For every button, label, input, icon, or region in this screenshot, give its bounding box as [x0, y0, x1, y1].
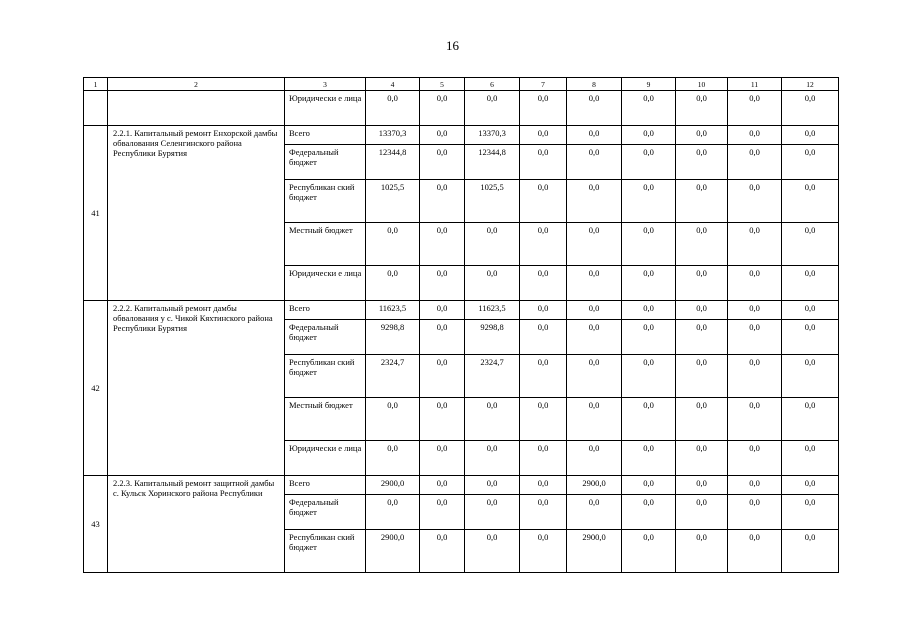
funding-source-cell: Федеральный бюджет	[285, 495, 366, 530]
amount-cell: 0,0	[782, 91, 839, 126]
page-number: 16	[446, 38, 459, 53]
amount-cell: 2324,7	[366, 355, 420, 398]
budget-table	[83, 77, 839, 573]
table-row	[84, 301, 839, 320]
amount-cell: 0,0	[782, 126, 839, 145]
amount-cell: 0,0	[520, 320, 567, 355]
amount-cell: 0,0	[420, 266, 465, 301]
amount-cell: 0,0	[676, 441, 728, 476]
amount-cell: 13370,3	[465, 126, 520, 145]
row-number-cell: 42	[84, 301, 108, 476]
amount-cell: 0,0	[676, 530, 728, 573]
amount-cell: 11623,5	[366, 301, 420, 320]
column-number-10: 10	[676, 78, 728, 91]
amount-cell: 0,0	[728, 126, 782, 145]
amount-cell: 2900,0	[366, 476, 420, 495]
column-number-4: 4	[366, 78, 420, 91]
amount-cell: 9298,8	[366, 320, 420, 355]
amount-cell: 0,0	[728, 223, 782, 266]
amount-cell: 0,0	[420, 476, 465, 495]
amount-cell: 0,0	[465, 441, 520, 476]
amount-cell: 0,0	[366, 266, 420, 301]
amount-cell: 0,0	[782, 441, 839, 476]
amount-cell: 0,0	[728, 320, 782, 355]
amount-cell: 0,0	[728, 91, 782, 126]
amount-cell: 0,0	[465, 398, 520, 441]
amount-cell: 0,0	[622, 145, 676, 180]
amount-cell: 13370,3	[366, 126, 420, 145]
amount-cell: 0,0	[622, 530, 676, 573]
amount-cell: 0,0	[420, 441, 465, 476]
amount-cell: 0,0	[520, 301, 567, 320]
amount-cell: 0,0	[676, 126, 728, 145]
amount-cell: 0,0	[676, 355, 728, 398]
amount-cell: 0,0	[420, 355, 465, 398]
amount-cell: 0,0	[728, 266, 782, 301]
amount-cell: 0,0	[567, 180, 622, 223]
amount-cell: 0,0	[520, 495, 567, 530]
amount-cell: 0,0	[420, 398, 465, 441]
amount-cell: 0,0	[782, 530, 839, 573]
amount-cell: 0,0	[520, 530, 567, 573]
funding-source-cell: Всего	[285, 126, 366, 145]
amount-cell: 0,0	[782, 223, 839, 266]
amount-cell: 0,0	[728, 530, 782, 573]
amount-cell: 0,0	[676, 301, 728, 320]
amount-cell: 0,0	[728, 301, 782, 320]
amount-cell: 0,0	[676, 145, 728, 180]
funding-source-cell: Юридически е лица	[285, 266, 366, 301]
amount-cell: 0,0	[676, 476, 728, 495]
amount-cell: 0,0	[676, 91, 728, 126]
amount-cell: 0,0	[622, 301, 676, 320]
table-row	[84, 91, 839, 126]
column-number-8: 8	[567, 78, 622, 91]
amount-cell: 0,0	[728, 355, 782, 398]
funding-source-cell: Всего	[285, 476, 366, 495]
amount-cell: 0,0	[622, 126, 676, 145]
amount-cell: 0,0	[520, 145, 567, 180]
amount-cell: 0,0	[728, 398, 782, 441]
amount-cell: 0,0	[676, 320, 728, 355]
column-number-11: 11	[728, 78, 782, 91]
amount-cell: 0,0	[420, 223, 465, 266]
amount-cell: 12344,8	[465, 145, 520, 180]
amount-cell: 0,0	[465, 223, 520, 266]
amount-cell: 0,0	[622, 223, 676, 266]
amount-cell: 0,0	[420, 320, 465, 355]
amount-cell: 0,0	[676, 495, 728, 530]
event-cell: 2.2.2. Капитальный ремонт дамбы обвалования у с. Чикой Кяхтинского района Республики Бурятия	[108, 301, 285, 476]
amount-cell: 0,0	[728, 180, 782, 223]
amount-cell: 0,0	[420, 91, 465, 126]
amount-cell: 0,0	[676, 266, 728, 301]
amount-cell: 0,0	[567, 495, 622, 530]
amount-cell: 0,0	[420, 145, 465, 180]
column-number-1: 1	[84, 78, 108, 91]
amount-cell: 0,0	[782, 320, 839, 355]
amount-cell: 0,0	[420, 530, 465, 573]
amount-cell: 0,0	[782, 266, 839, 301]
event-cell: 2.2.3. Капитальный ремонт защитной дамбы с. Кульск Хоринского района Республики	[108, 476, 285, 573]
amount-cell: 1025,5	[465, 180, 520, 223]
amount-cell: 0,0	[520, 398, 567, 441]
amount-cell: 0,0	[622, 320, 676, 355]
amount-cell: 0,0	[782, 495, 839, 530]
amount-cell: 0,0	[622, 495, 676, 530]
funding-source-cell: Юридически е лица	[285, 441, 366, 476]
amount-cell: 0,0	[622, 266, 676, 301]
column-number-12: 12	[782, 78, 839, 91]
funding-source-cell: Республикан ский бюджет	[285, 355, 366, 398]
amount-cell: 0,0	[465, 530, 520, 573]
amount-cell: 0,0	[465, 476, 520, 495]
row-number-cell: 43	[84, 476, 108, 573]
amount-cell: 0,0	[782, 476, 839, 495]
amount-cell: 0,0	[366, 495, 420, 530]
amount-cell: 0,0	[366, 441, 420, 476]
amount-cell: 12344,8	[366, 145, 420, 180]
funding-source-cell: Республикан ский бюджет	[285, 180, 366, 223]
column-number-5: 5	[420, 78, 465, 91]
amount-cell: 0,0	[420, 495, 465, 530]
column-number-9: 9	[622, 78, 676, 91]
amount-cell: 0,0	[622, 441, 676, 476]
funding-source-cell: Федеральный бюджет	[285, 145, 366, 180]
amount-cell: 0,0	[567, 266, 622, 301]
amount-cell: 0,0	[567, 223, 622, 266]
amount-cell: 0,0	[567, 126, 622, 145]
amount-cell: 0,0	[676, 398, 728, 441]
amount-cell: 0,0	[366, 223, 420, 266]
amount-cell: 0,0	[728, 145, 782, 180]
amount-cell: 0,0	[622, 398, 676, 441]
row-number-cell	[84, 91, 108, 126]
amount-cell: 0,0	[366, 398, 420, 441]
table-row	[84, 476, 839, 495]
amount-cell: 0,0	[567, 355, 622, 398]
table-body	[84, 78, 839, 573]
amount-cell: 0,0	[520, 91, 567, 126]
amount-cell: 11623,5	[465, 301, 520, 320]
amount-cell: 0,0	[782, 180, 839, 223]
amount-cell: 0,0	[465, 91, 520, 126]
amount-cell: 0,0	[622, 180, 676, 223]
amount-cell: 0,0	[782, 355, 839, 398]
amount-cell: 0,0	[567, 441, 622, 476]
amount-cell: 0,0	[520, 355, 567, 398]
amount-cell: 0,0	[520, 476, 567, 495]
amount-cell: 0,0	[782, 301, 839, 320]
funding-source-cell: Местный бюджет	[285, 398, 366, 441]
column-number-3: 3	[285, 78, 366, 91]
funding-source-cell: Всего	[285, 301, 366, 320]
amount-cell: 0,0	[520, 180, 567, 223]
amount-cell: 0,0	[622, 476, 676, 495]
amount-cell: 0,0	[420, 301, 465, 320]
column-number-6: 6	[465, 78, 520, 91]
amount-cell: 2900,0	[366, 530, 420, 573]
amount-cell: 0,0	[567, 145, 622, 180]
event-cell: 2.2.1. Капитальный ремонт Енхорской дамбы обвалования Селенгинского района Республики Бурятия	[108, 126, 285, 301]
funding-source-cell: Федеральный бюджет	[285, 320, 366, 355]
amount-cell: 2900,0	[567, 476, 622, 495]
amount-cell: 0,0	[782, 398, 839, 441]
column-number-2: 2	[108, 78, 285, 91]
amount-cell: 0,0	[567, 320, 622, 355]
column-number-7: 7	[520, 78, 567, 91]
amount-cell: 0,0	[465, 266, 520, 301]
amount-cell: 0,0	[728, 495, 782, 530]
amount-cell: 0,0	[567, 301, 622, 320]
amount-cell: 2324,7	[465, 355, 520, 398]
amount-cell: 0,0	[728, 441, 782, 476]
amount-cell: 0,0	[420, 180, 465, 223]
funding-source-cell: Местный бюджет	[285, 223, 366, 266]
amount-cell: 0,0	[420, 126, 465, 145]
funding-source-cell: Юридически е лица	[285, 91, 366, 126]
amount-cell: 0,0	[520, 223, 567, 266]
amount-cell: 0,0	[782, 145, 839, 180]
amount-cell: 0,0	[728, 476, 782, 495]
amount-cell: 0,0	[520, 126, 567, 145]
amount-cell: 9298,8	[465, 320, 520, 355]
amount-cell: 0,0	[676, 180, 728, 223]
amount-cell: 0,0	[622, 91, 676, 126]
amount-cell: 0,0	[622, 355, 676, 398]
amount-cell: 0,0	[520, 266, 567, 301]
amount-cell: 0,0	[567, 398, 622, 441]
table-row	[84, 126, 839, 145]
amount-cell: 0,0	[676, 223, 728, 266]
amount-cell: 1025,5	[366, 180, 420, 223]
amount-cell: 2900,0	[567, 530, 622, 573]
amount-cell: 0,0	[366, 91, 420, 126]
amount-cell: 0,0	[520, 441, 567, 476]
column-number-row	[84, 78, 839, 91]
amount-cell: 0,0	[567, 91, 622, 126]
event-cell	[108, 91, 285, 126]
row-number-cell: 41	[84, 126, 108, 301]
amount-cell: 0,0	[465, 495, 520, 530]
funding-source-cell: Республикан ский бюджет	[285, 530, 366, 573]
